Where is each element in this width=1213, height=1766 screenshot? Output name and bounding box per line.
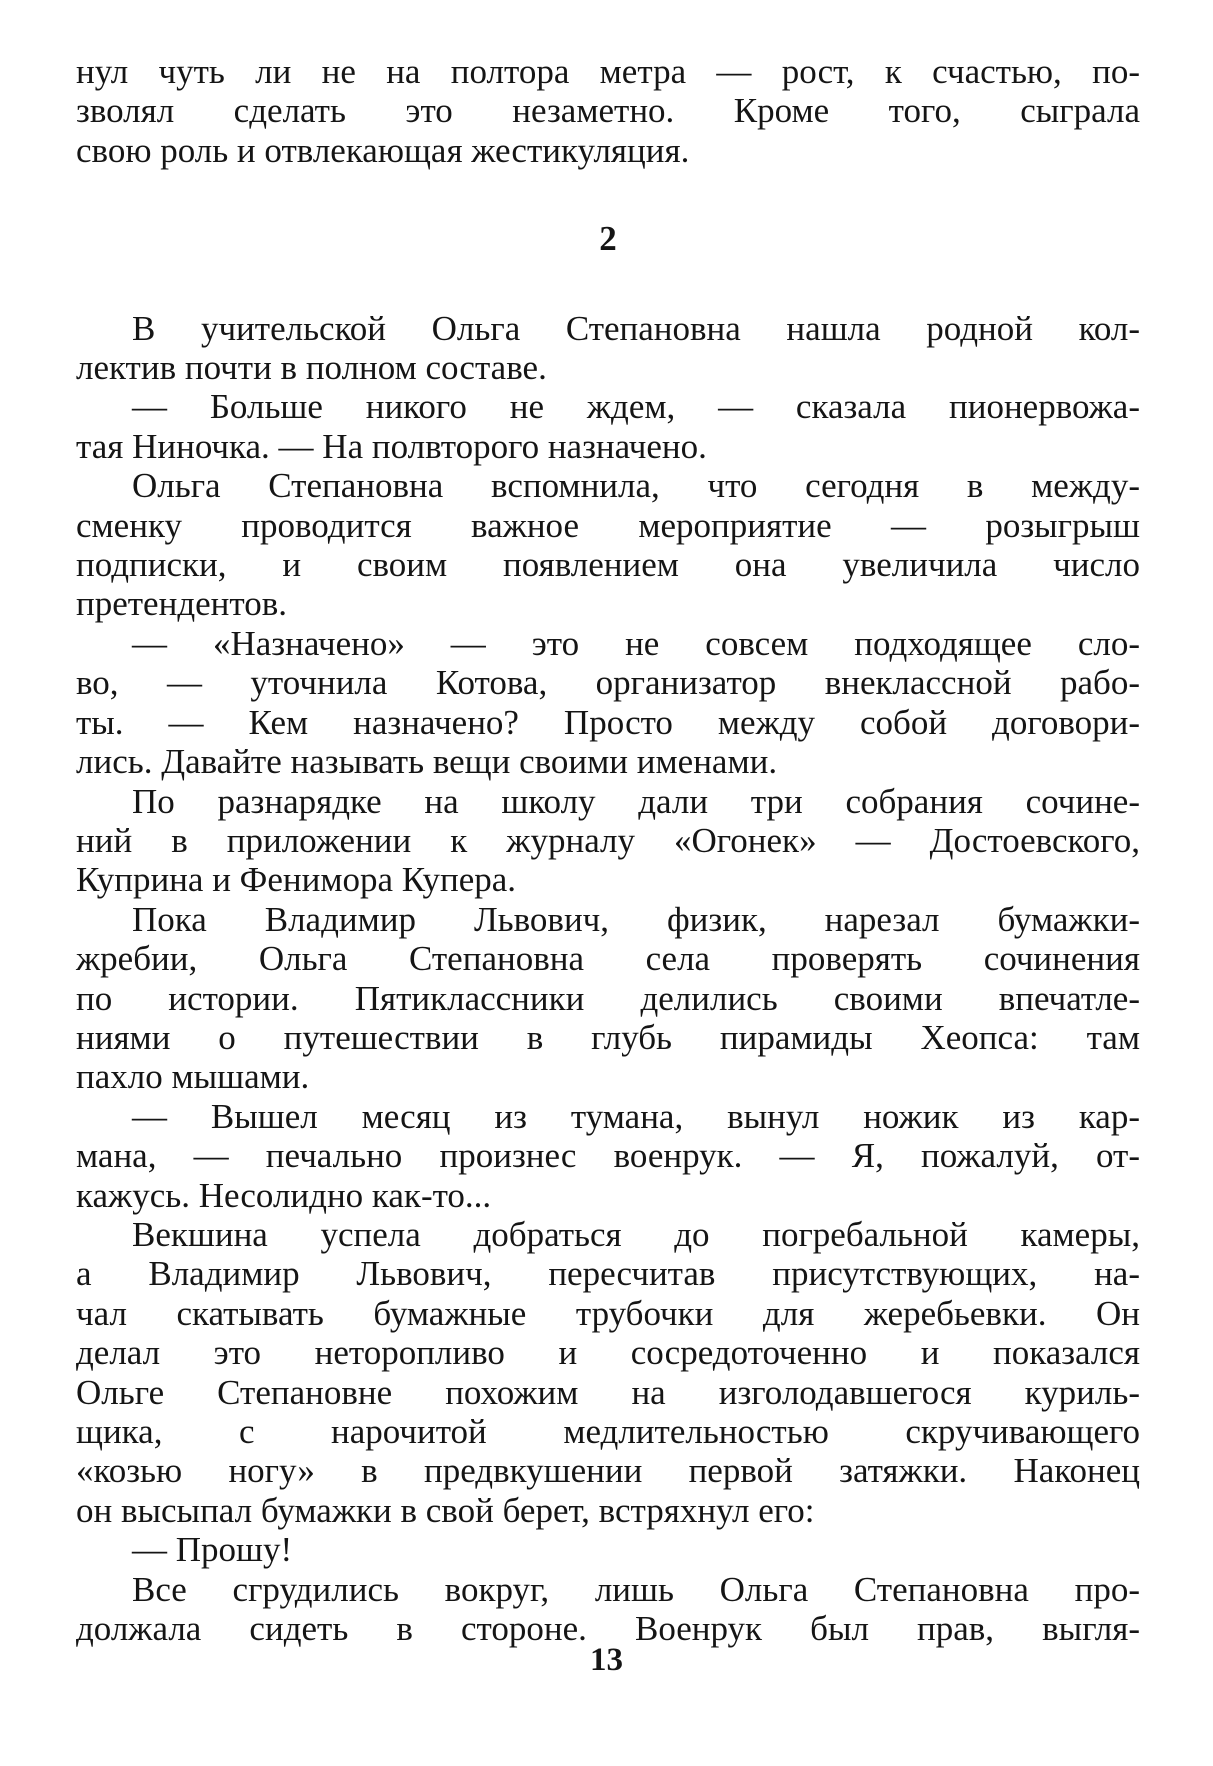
text-line: нул чуть ли не на полтора метра — рост, к счастью, по- xyxy=(76,52,1140,91)
text-line: сменку проводится важное мероприятие — розыгрыш xyxy=(76,505,1140,545)
text-line: — Вышел месяц из тумана, вынул ножик из кар- xyxy=(132,1096,1140,1136)
text-line: ниями о путешествии в глубь пирамиды Хеопса: там xyxy=(76,1017,1140,1057)
text-line: зволял сделать это незаметно. Кроме того, сыграла xyxy=(76,91,1140,131)
text-line: жребии, Ольга Степановна села проверять сочинения xyxy=(76,939,1140,979)
text-line: ний в приложении к журналу «Огонек» — Достоевского, xyxy=(76,820,1140,860)
text-line: пахло мышами. xyxy=(76,1057,310,1097)
text-line: он высыпал бумажки в свой берет, встряхнул его: xyxy=(76,1490,815,1530)
section-text xyxy=(76,309,1140,1649)
text-line: кажусь. Несолидно как-то... xyxy=(76,1175,492,1215)
text-line: Ольга Степановна вспомнила, что сегодня в между- xyxy=(132,466,1140,506)
text-line: делал это неторопливо и сосредоточенно и показался xyxy=(76,1333,1140,1373)
text-line: по истории. Пятиклассники делились своими впечатле- xyxy=(76,978,1140,1018)
text-line: чал скатывать бумажные трубочки для жеребьевки. Он xyxy=(76,1293,1140,1333)
text-line: тая Ниночка. — На полвторого назначено. xyxy=(76,426,707,466)
text-line: — Больше никого не ждем, — сказала пионервожа- xyxy=(132,387,1140,427)
paragraph-continuation xyxy=(76,52,1140,170)
text-line: щика, с нарочитой медлительностью скручивающего xyxy=(76,1412,1140,1451)
text-line: претендентов. xyxy=(76,584,288,624)
text-line: Ольге Степановне похожим на изголодавшегося куриль- xyxy=(76,1372,1140,1412)
text-line: Пока Владимир Львович, физик, нарезал бумажки- xyxy=(132,899,1140,939)
text-line: должала сидеть в стороне. Военрук был прав, выгля- xyxy=(76,1609,1140,1649)
text-line: подписки, и своим появлением она увеличила число xyxy=(76,545,1140,585)
text-line: Все сгрудились вокруг, лишь Ольга Степановна про- xyxy=(132,1569,1140,1609)
text-line: лись. Давайте называть вещи своими именами. xyxy=(76,742,778,782)
text-line: Векшина успела добраться до погребальной камеры, xyxy=(132,1214,1140,1254)
text-line: мана, — печально произнес военрук. — Я, пожалуй, от- xyxy=(76,1136,1140,1176)
book-page xyxy=(76,52,1140,1648)
section-number: 2 xyxy=(599,219,617,259)
text-line: свою роль и отвлекающая жестикуляция. xyxy=(76,130,690,170)
text-line: Куприна и Фенимора Купера. xyxy=(76,860,517,900)
text-line: а Владимир Львович, пересчитав присутствующих, на- xyxy=(76,1254,1140,1294)
text-line: ты. — Кем назначено? Просто между собой договори- xyxy=(76,702,1140,742)
text-line: По разнарядке на школу дали три собрания сочине- xyxy=(132,781,1140,821)
text-line: — «Назначено» — это не совсем подходящее сло- xyxy=(132,623,1140,663)
text-line: во, — уточнила Котова, организатор внеклассной рабо- xyxy=(76,663,1140,703)
page-number: 13 xyxy=(590,1642,623,1678)
text-line: В учительской Ольга Степановна нашла родной кол- xyxy=(132,308,1140,348)
text-line: «козью ногу» в предвкушении первой затяжки. Наконец xyxy=(76,1451,1140,1491)
text-line: лектив почти в полном составе. xyxy=(76,348,547,388)
text-line: — Прошу! xyxy=(132,1530,293,1570)
